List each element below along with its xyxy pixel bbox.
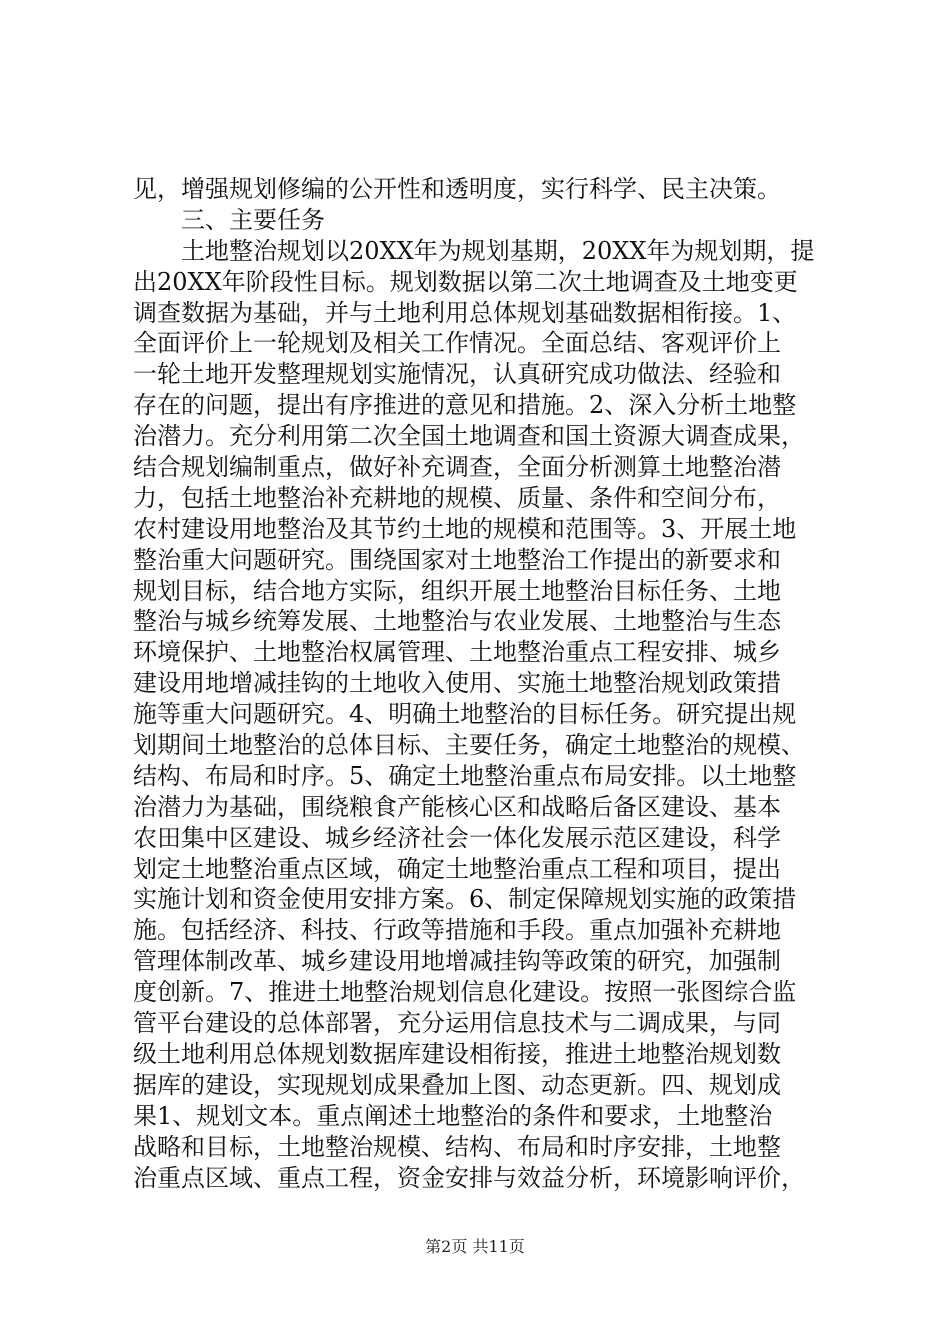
text-line: 存在的问题，提出有序推进的意见和措施。2、深入分析土地整 — [133, 391, 797, 420]
text-line: 出20XX年阶段性目标。规划数据以第二次土地调查及土地变更 — [133, 267, 798, 296]
text-line: 环境保护、土地整治权属管理、土地整治重点工程安排、城乡 — [133, 638, 781, 667]
text-line: 三、主要任务 — [133, 205, 325, 234]
text-line: 治潜力。充分利用第二次全国土地调查和国土资源大调查成果， — [133, 422, 805, 451]
text-line: 划期间土地整治的总体目标、主要任务，确定土地整治的规模、 — [133, 731, 805, 760]
text-line: 农村建设用地整治及其节约土地的规模和范围等。3、开展土地 — [133, 514, 797, 543]
body-text — [133, 174, 833, 1193]
text-line: 全面评价上一轮规划及相关工作情况。全面总结、客观评价上 — [133, 329, 781, 358]
text-line: 一轮土地开发整理规划实施情况，认真研究成功做法、经验和 — [133, 360, 781, 389]
text-line: 级土地利用总体规划数据库建设相衔接，推进土地整治规划数 — [133, 1039, 781, 1068]
text-line: 土地整治规划以20XX年为规划基期，20XX年为规划期，提 — [133, 236, 815, 265]
text-line: 结构、布局和时序。5、确定土地整治重点布局安排。以土地整 — [133, 761, 797, 790]
text-line: 整治重大问题研究。围绕国家对土地整治工作提出的新要求和 — [133, 545, 781, 574]
text-line: 施等重大问题研究。4、明确土地整治的目标任务。研究提出规 — [133, 700, 797, 729]
text-line: 结合规划编制重点，做好补充调查，全面分析测算土地整治潜 — [133, 453, 781, 482]
text-line: 度创新。7、推进土地整治规划信息化建设。按照一张图综合监 — [133, 978, 797, 1007]
text-line: 划定土地整治重点区域，确定土地整治重点工程和项目，提出 — [133, 854, 781, 883]
text-line: 治潜力为基础，围绕粮食产能核心区和战略后备区建设、基本 — [133, 792, 781, 821]
text-line: 战略和目标，土地整治规模、结构、布局和时序安排，土地整 — [133, 1132, 781, 1161]
text-line: 果1、规划文本。重点阐述土地整治的条件和要求，土地整治 — [133, 1101, 773, 1130]
text-line: 据库的建设，实现规划成果叠加上图、动态更新。四、规划成 — [133, 1070, 781, 1099]
text-line: 农田集中区建设、城乡经济社会一体化发展示范区建设，科学 — [133, 823, 781, 852]
text-line: 力，包括土地整治补充耕地的规模、质量、条件和空间分布， — [133, 483, 781, 512]
text-line: 管理体制改革、城乡建设用地增减挂钩等政策的研究，加强制 — [133, 947, 781, 976]
text-line: 实施计划和资金使用安排方案。6、制定保障规划实施的政策措 — [133, 885, 797, 914]
text-line: 调查数据为基础，并与土地利用总体规划基础数据相衔接。1、 — [133, 298, 797, 327]
text-line: 整治与城乡统筹发展、土地整治与农业发展、土地整治与生态 — [133, 607, 781, 636]
text-line: 规划目标，结合地方实际，组织开展土地整治目标任务、土地 — [133, 576, 781, 605]
text-line: 建设用地增减挂钩的土地收入使用、实施土地整治规划政策措 — [133, 669, 781, 698]
text-line: 施。包括经济、科技、行政等措施和手段。重点加强补充耕地 — [133, 916, 781, 945]
text-line: 管平台建设的总体部署，充分运用信息技术与二调成果，与同 — [133, 1009, 781, 1038]
text-line: 治重点区域、重点工程，资金安排与效益分析，环境影响评价， — [133, 1163, 805, 1192]
page-number: 第2页 共11页 — [425, 1237, 525, 1256]
text-line: 见，增强规划修编的公开性和透明度，实行科学、民主决策。 — [133, 175, 781, 203]
